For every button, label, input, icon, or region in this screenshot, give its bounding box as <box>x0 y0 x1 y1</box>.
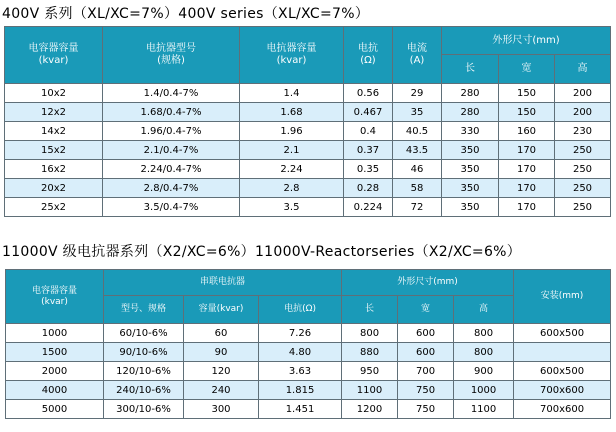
cell-capacitor-capacity: 1500 <box>6 343 104 362</box>
cell-reactor-capacity: 2.24 <box>240 160 344 179</box>
table2-title: 11000V 级电抗器系列（X2/XC=6%）11000V-Reactorseries（X2/XC=6%） <box>2 244 522 260</box>
cell-reactor-model: 2.8/0.4-7% <box>103 179 240 198</box>
cell-reactor-model: 1.4/0.4-7% <box>103 84 240 103</box>
cell-capacitor-capacity: 1000 <box>6 324 104 343</box>
cell-capacitor-capacity: 14x2 <box>5 122 103 141</box>
cell-capacitor-capacity: 20x2 <box>5 179 103 198</box>
cell-height: 250 <box>555 179 611 198</box>
cell-length: 350 <box>442 160 499 179</box>
header-model-spec: 型号、规格 <box>104 296 184 324</box>
cell-reactance: 0.37 <box>344 141 393 160</box>
cell-height: 1000 <box>454 381 514 400</box>
header-current: 电流 (A) <box>393 27 442 84</box>
cell-model-spec: 60/10-6% <box>104 324 184 343</box>
header-reactance: 电抗 (Ω) <box>344 27 393 84</box>
cell-height: 200 <box>555 84 611 103</box>
cell-reactor-capacity: 1.4 <box>240 84 344 103</box>
cell-reactor-capacity: 2.8 <box>240 179 344 198</box>
cell-length: 280 <box>442 84 499 103</box>
cell-capacitor-capacity: 25x2 <box>5 198 103 217</box>
cell-length: 330 <box>442 122 499 141</box>
cell-height: 230 <box>555 122 611 141</box>
cell-length: 1200 <box>342 400 398 419</box>
cell-width: 600 <box>398 324 454 343</box>
cell-reactance: 0.4 <box>344 122 393 141</box>
cell-length: 350 <box>442 179 499 198</box>
cell-reactance: 0.56 <box>344 84 393 103</box>
cell-width: 170 <box>499 179 555 198</box>
cell-width: 170 <box>499 198 555 217</box>
header-length: 长 <box>442 55 499 84</box>
table-row <box>6 400 611 419</box>
header-length: 长 <box>342 296 398 324</box>
cell-capacitor-capacity: 12x2 <box>5 103 103 122</box>
cell-length: 350 <box>442 141 499 160</box>
header-reactor-model: 电抗器型号 (规格) <box>103 27 240 84</box>
cell-reactance: 0.224 <box>344 198 393 217</box>
cell-capacity: 120 <box>184 362 259 381</box>
header-capacity: 容量(kvar) <box>184 296 259 324</box>
cell-installation: 600x500 <box>514 362 611 381</box>
header-installation: 安装(mm) <box>514 270 611 324</box>
cell-width: 170 <box>499 160 555 179</box>
table-row <box>6 362 611 381</box>
table-400v-series <box>4 26 611 217</box>
cell-height: 250 <box>555 160 611 179</box>
cell-reactance: 1.451 <box>259 400 342 419</box>
cell-capacitor-capacity: 15x2 <box>5 141 103 160</box>
table-row <box>5 160 611 179</box>
cell-model-spec: 90/10-6% <box>104 343 184 362</box>
cell-width: 150 <box>499 103 555 122</box>
cell-installation: 600x500 <box>514 324 611 343</box>
cell-reactor-model: 1.68/0.4-7% <box>103 103 240 122</box>
cell-reactance: 0.467 <box>344 103 393 122</box>
header-height: 高 <box>454 296 514 324</box>
cell-model-spec: 120/10-6% <box>104 362 184 381</box>
cell-height: 800 <box>454 343 514 362</box>
cell-reactor-model: 1.96/0.4-7% <box>103 122 240 141</box>
cell-current: 40.5 <box>393 122 442 141</box>
cell-current: 29 <box>393 84 442 103</box>
cell-width: 750 <box>398 400 454 419</box>
cell-capacity: 240 <box>184 381 259 400</box>
cell-reactance: 0.35 <box>344 160 393 179</box>
header-height: 高 <box>555 55 611 84</box>
cell-reactance: 3.63 <box>259 362 342 381</box>
table-row <box>5 103 611 122</box>
cell-reactor-capacity: 3.5 <box>240 198 344 217</box>
cell-reactor-capacity: 2.1 <box>240 141 344 160</box>
cell-capacitor-capacity: 16x2 <box>5 160 103 179</box>
cell-current: 58 <box>393 179 442 198</box>
cell-reactance: 1.815 <box>259 381 342 400</box>
cell-reactor-capacity: 1.96 <box>240 122 344 141</box>
cell-length: 950 <box>342 362 398 381</box>
table-row <box>5 179 611 198</box>
cell-current: 35 <box>393 103 442 122</box>
cell-installation: 700x600 <box>514 400 611 419</box>
cell-height: 900 <box>454 362 514 381</box>
table-row <box>5 122 611 141</box>
cell-capacitor-capacity: 4000 <box>6 381 104 400</box>
cell-capacitor-capacity: 10x2 <box>5 84 103 103</box>
cell-height: 200 <box>555 103 611 122</box>
cell-reactor-model: 2.24/0.4-7% <box>103 160 240 179</box>
cell-model-spec: 240/10-6% <box>104 381 184 400</box>
header-dimensions: 外形尺寸(mm) <box>442 27 611 55</box>
header-reactor-capacity: 电抗器容量 (kvar) <box>240 27 344 84</box>
table-11000v-series <box>5 269 611 419</box>
cell-installation: 700x600 <box>514 381 611 400</box>
table-row <box>6 381 611 400</box>
cell-reactance: 7.26 <box>259 324 342 343</box>
cell-current: 43.5 <box>393 141 442 160</box>
cell-capacity: 300 <box>184 400 259 419</box>
cell-reactance: 4.80 <box>259 343 342 362</box>
table-row <box>6 324 611 343</box>
cell-current: 72 <box>393 198 442 217</box>
cell-width: 600 <box>398 343 454 362</box>
header-capacitor-capacity: 电容器容量 (kvar) <box>5 27 103 84</box>
cell-model-spec: 300/10-6% <box>104 400 184 419</box>
cell-capacitor-capacity: 5000 <box>6 400 104 419</box>
cell-width: 700 <box>398 362 454 381</box>
cell-length: 800 <box>342 324 398 343</box>
cell-installation <box>514 343 611 362</box>
cell-width: 150 <box>499 84 555 103</box>
table-row <box>5 84 611 103</box>
cell-reactance: 0.28 <box>344 179 393 198</box>
cell-height: 250 <box>555 141 611 160</box>
cell-length: 1100 <box>342 381 398 400</box>
cell-height: 800 <box>454 324 514 343</box>
cell-height: 1100 <box>454 400 514 419</box>
header-width: 宽 <box>398 296 454 324</box>
cell-capacity: 60 <box>184 324 259 343</box>
cell-reactor-model: 3.5/0.4-7% <box>103 198 240 217</box>
header-series-reactor: 串联电抗器 <box>104 270 342 296</box>
cell-reactor-capacity: 1.68 <box>240 103 344 122</box>
cell-height: 250 <box>555 198 611 217</box>
cell-length: 880 <box>342 343 398 362</box>
cell-length: 350 <box>442 198 499 217</box>
cell-width: 170 <box>499 141 555 160</box>
cell-capacitor-capacity: 2000 <box>6 362 104 381</box>
cell-width: 160 <box>499 122 555 141</box>
table-row <box>5 198 611 217</box>
table1-title: 400V 系列（XL/XC=7%）400V series（XL/XC=7%） <box>2 6 370 22</box>
header-width: 宽 <box>499 55 555 84</box>
cell-capacity: 90 <box>184 343 259 362</box>
header-capacitor-capacity: 电容器容量 (kvar) <box>6 270 104 324</box>
table-row <box>6 343 611 362</box>
cell-reactor-model: 2.1/0.4-7% <box>103 141 240 160</box>
cell-current: 46 <box>393 160 442 179</box>
header-dimensions: 外形尺寸(mm) <box>342 270 514 296</box>
cell-width: 750 <box>398 381 454 400</box>
cell-length: 280 <box>442 103 499 122</box>
table-row <box>5 141 611 160</box>
header-reactance: 电抗(Ω) <box>259 296 342 324</box>
